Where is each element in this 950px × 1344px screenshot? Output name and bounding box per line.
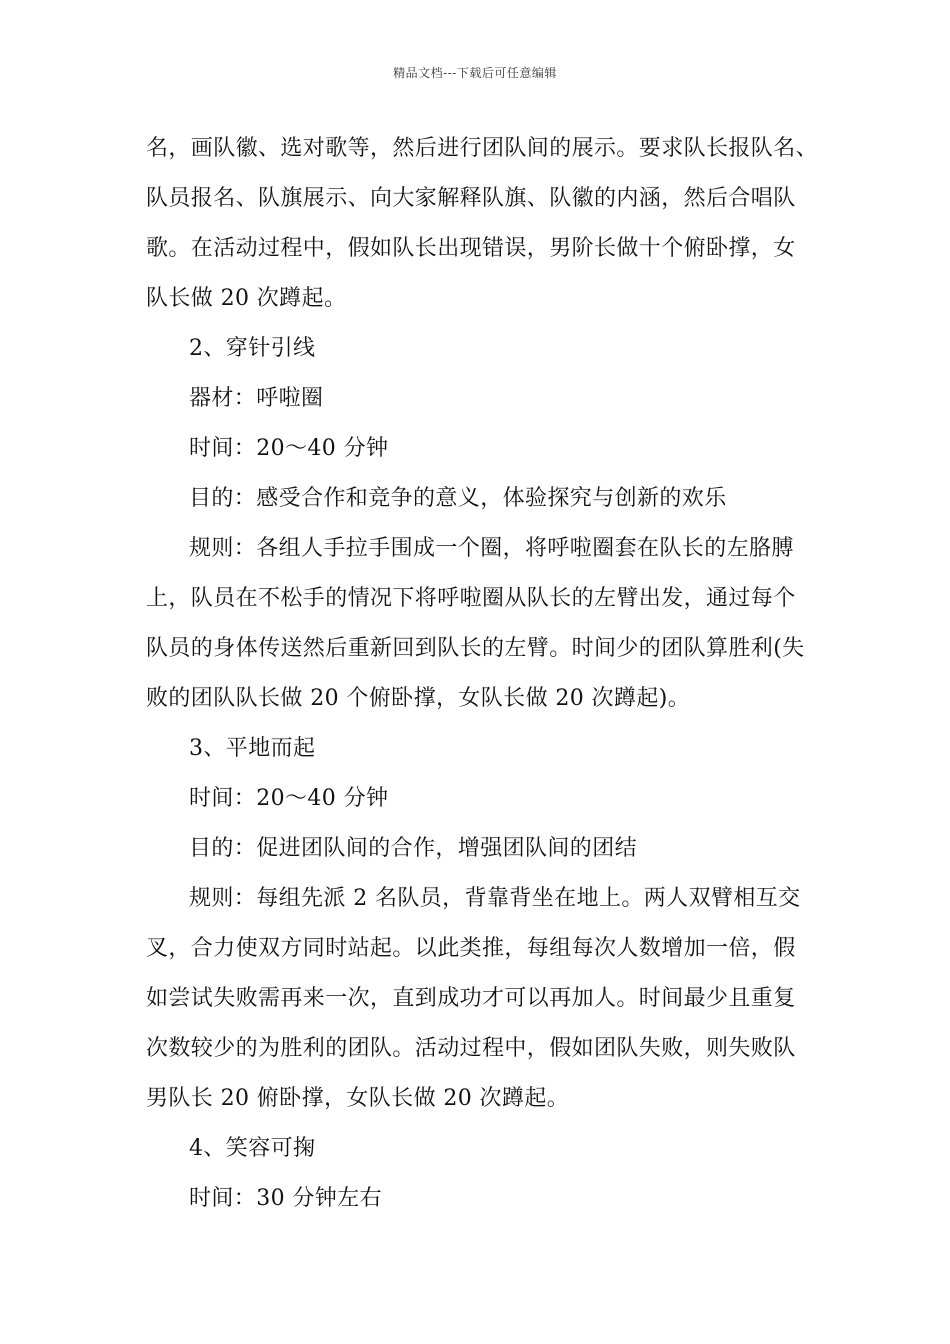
text-line: 如尝试失败需再来一次，直到成功才可以再加人。时间最少且重复 — [146, 986, 796, 1011]
text-line: 目的：感受合作和竞争的意义，体验探究与创新的欢乐 — [189, 486, 727, 511]
text-line: 规则：各组人手拉手围成一个圈，将呼啦圈套在队长的左胳膊 — [189, 536, 794, 561]
text-line: 时间：30 分钟左右 — [189, 1186, 382, 1211]
text-line: 次数较少的为胜利的团队。活动过程中，假如团队失败，则失败队 — [146, 1036, 796, 1061]
text-line: 上，队员在不松手的情况下将呼啦圈从队长的左臂出发，通过每个 — [146, 586, 796, 611]
text-line: 败的团队队长做 20 个俯卧撑，女队长做 20 次蹲起)。 — [146, 686, 691, 711]
text-line: 队员报名、队旗展示、向大家解释队旗、队徽的内涵，然后合唱队 — [146, 186, 796, 211]
text-line: 名，画队徽、选对歌等，然后进行团队间的展示。要求队长报队名、 — [146, 136, 819, 161]
text-line: 叉，合力使双方同时站起。以此类推，每组每次人数增加一倍，假 — [146, 936, 796, 961]
text-line: 时间：20～40 分钟 — [189, 786, 389, 811]
text-line: 队员的身体传送然后重新回到队长的左臂。时间少的团队算胜利(失 — [146, 636, 805, 661]
section-heading: 4、笑容可掬 — [189, 1136, 316, 1161]
text-line: 规则：每组先派 2 名队员，背靠背坐在地上。两人双臂相互交 — [189, 886, 801, 911]
text-line: 器材：呼啦圈 — [189, 386, 324, 411]
text-line: 歌。在活动过程中，假如队长出现错误，男阶长做十个俯卧撑，女 — [146, 236, 796, 261]
text-line: 男队长 20 俯卧撑，女队长做 20 次蹲起。 — [146, 1086, 570, 1111]
section-heading: 2、穿针引线 — [189, 336, 316, 361]
page-header: 精品文档---下载后可任意编辑 — [393, 66, 557, 80]
document-body — [146, 124, 819, 1224]
text-line: 目的：促进团队间的合作，增强团队间的团结 — [189, 836, 638, 861]
section-heading: 3、平地而起 — [189, 736, 316, 761]
text-line: 时间：20～40 分钟 — [189, 436, 389, 461]
text-line: 队长做 20 次蹲起。 — [146, 286, 347, 311]
